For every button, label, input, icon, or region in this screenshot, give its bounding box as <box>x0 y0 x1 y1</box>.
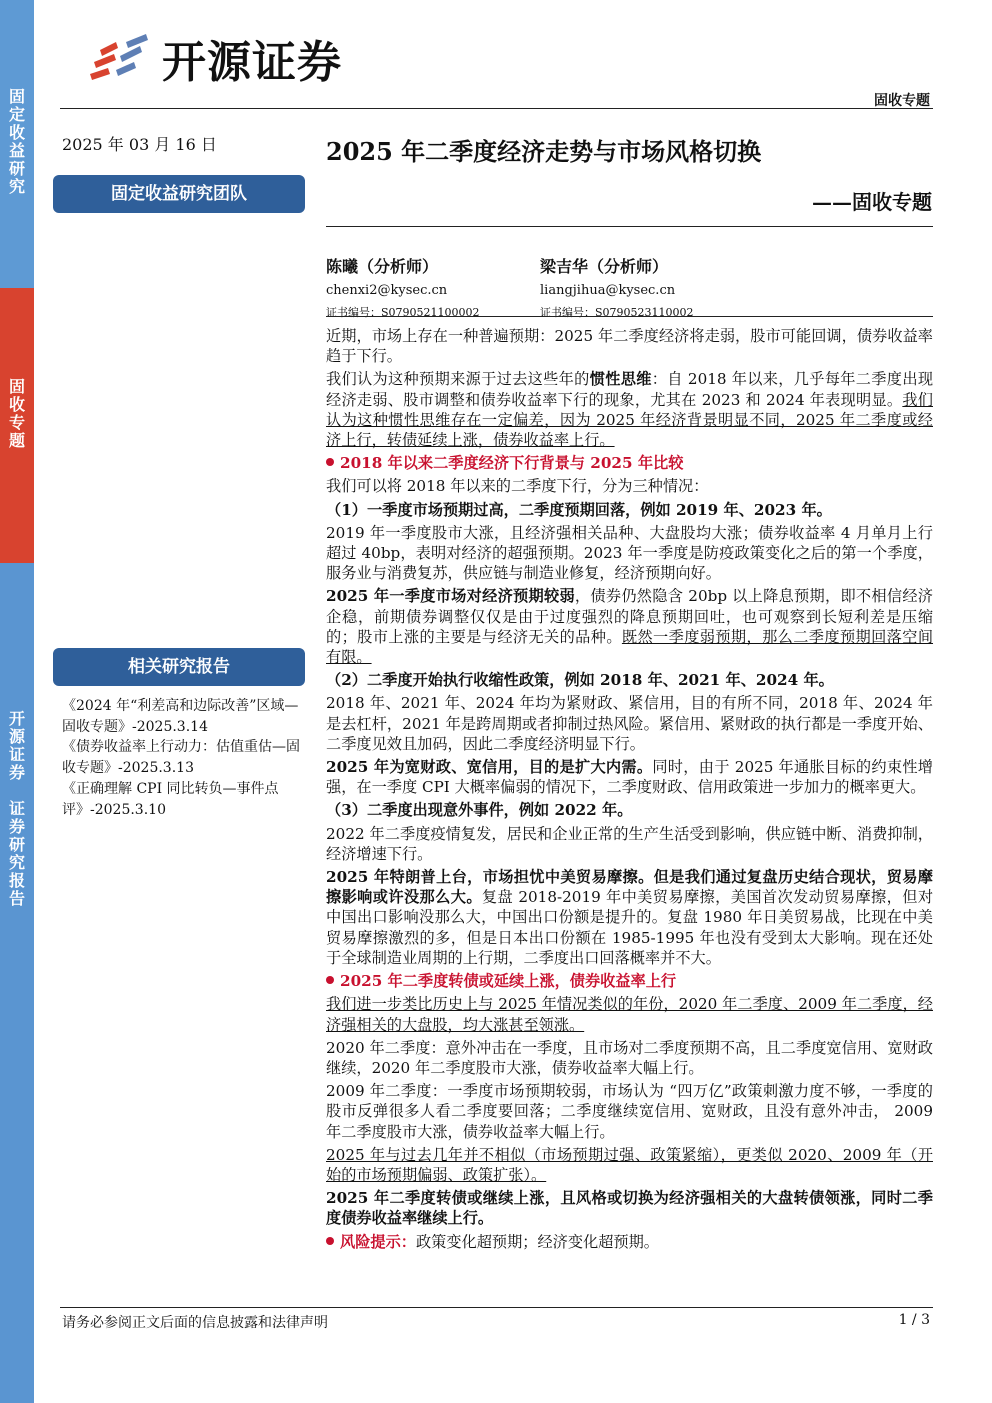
report-subtitle: ——固收专题 <box>812 190 932 214</box>
page-number: 1 / 3 <box>898 1312 930 1328</box>
section-heading-text: 2018 年以来二季度经济下行背景与 2025 年比较 <box>340 454 684 473</box>
side-label-char <box>0 782 34 800</box>
side-label-char: 证 <box>8 745 25 764</box>
paragraph: 我们进一步类比历史上与 2025 年情况类似的年份，2020 年二季度、2009 年二季度，经济强相关的大盘股，均大涨甚至领涨。 <box>326 995 933 1034</box>
paragraph <box>326 586 933 667</box>
text-run-underlined: 既然一季度弱预期，那么二季度预期回落空间有限。 <box>326 627 934 667</box>
side-label-char: 券 <box>8 817 25 836</box>
analyst-card <box>540 254 694 320</box>
side-label-char: 报 <box>8 871 25 890</box>
header-divider <box>60 108 933 109</box>
report-body <box>326 326 933 1255</box>
section-heading <box>326 971 933 991</box>
paragraph: 近期，市场上存在一种普遍预期：2025 年二季度经济将走弱，股市可能回调，债券收益率趋于下行。 <box>326 327 933 366</box>
header-tag: 固收专题 <box>874 93 930 109</box>
side-label-char: 益 <box>8 141 25 160</box>
related-report-link[interactable]: 《债券收益率上行动力：估值重估—固收专题》-2025.3.13 <box>62 739 300 777</box>
side-label-topic <box>0 378 34 450</box>
analyst-name: 陈曦（分析师） <box>326 257 439 276</box>
report-date: 2025 年 03 月 16 日 <box>62 135 217 154</box>
side-label-char: 题 <box>8 431 25 450</box>
side-label-char: 研 <box>8 835 25 854</box>
side-label-char: 证 <box>8 799 25 818</box>
text-run: 同时，由于 2025 年通胀目标的约束性增强，在一季度 CPI 大概率偏弱的情况下，二季度财政、信用政策进一步加力的概率更大。 <box>326 758 933 797</box>
risk-line <box>326 1232 933 1252</box>
sub-heading: （3）二季度出现意外事件，例如 2022 年。 <box>326 801 633 820</box>
text-run-bold: 2025 年一季度市场对经济预期较弱 <box>326 587 575 606</box>
company-logo <box>86 30 342 86</box>
side-label-char: 专 <box>8 413 25 432</box>
related-report-link[interactable]: 《2024 年“利差高和边际改善”区域—固收专题》-2025.3.14 <box>62 698 299 735</box>
side-label-char: 研 <box>8 159 25 178</box>
side-label-char: 告 <box>8 889 25 908</box>
section-heading-text: 2025 年二季度转债或延续上涨，债券收益率上行 <box>340 972 677 991</box>
analyst-cert: 证书编号：S0790523110002 <box>540 306 694 319</box>
side-label-char: 究 <box>8 177 25 196</box>
text-run: ：自 2018 年以来，几乎每年二季度出现经济走弱、股市调整和债券收益率下行的现象，尤其在 2023 和 2024 年表现明显。 <box>326 370 934 409</box>
text-run-bold: 2025 年为宽财政、宽信用，目的是扩大内需。 <box>326 758 653 777</box>
analyst-email[interactable]: liangjihua@kysec.cn <box>540 283 676 298</box>
side-label-char: 开 <box>8 709 25 728</box>
paragraph: 2022 年二季度疫情复发，居民和企业正常的生产生活受到影响，供应链中断、消费抑制，经济增速下行。 <box>326 824 933 863</box>
paragraph: 2019 年一季度股市大涨，且经济强相关品种、大盘股均大涨；债券收益率 4 月单月上行超过 40bp，表明对经济的超强预期。2023 年一季度是防疫政策变化之后的第一个季度，服务业与消费复苏，供应链与制造业修复，经济预期向好。 <box>326 523 933 583</box>
analyst-cert: 证书编号：S0790521100002 <box>326 306 480 319</box>
side-label-char: 固 <box>8 87 25 106</box>
side-label-char: 收 <box>8 123 25 142</box>
paragraph: 2009 年二季度：一季度市场预期较弱，市场认为 “四万亿”政策刺激力度不够，一季度的股市反弹很多人看二季度要回落；二季度继续宽信用、宽财政，且没有意外冲击， 2009 年二季度股市大涨，债券收益率大幅上行。 <box>326 1082 933 1141</box>
paragraph: 我们可以将 2018 年以来的二季度下行，分为三种情况： <box>326 477 709 496</box>
bullet-icon <box>326 976 334 984</box>
footer-disclaimer: 请务必参阅正文后面的信息披露和法律声明 <box>62 1315 328 1331</box>
related-reports-list <box>62 696 312 820</box>
side-label-char: 定 <box>8 105 25 124</box>
text-run: 我们认为这种预期来源于过去这些年的 <box>326 370 590 389</box>
paragraph <box>326 867 933 968</box>
text-run-bold: 惯性思维 <box>589 370 652 389</box>
footer-divider <box>60 1307 933 1308</box>
bullet-icon <box>326 458 334 466</box>
title-divider <box>326 226 933 227</box>
side-label-char: 固 <box>8 377 25 396</box>
side-label-research <box>0 88 34 196</box>
analyst-name: 梁吉华（分析师） <box>540 257 669 276</box>
analyst-email[interactable]: chenxi2@kysec.cn <box>326 283 448 298</box>
paragraph <box>326 369 933 450</box>
paragraph: 2018 年、2021 年、2024 年均为紧财政、紧信用，目的有所不同，2018 年、2024 年是去杠杆，2021 年是跨周期或者抑制过热风险。紧信用、紧财政的执行都是一季度开始、二季度见效且加码，因此二季度经济明显下行。 <box>326 694 933 753</box>
side-strip-bottom <box>0 563 34 1403</box>
paragraph: 2025 年与过去几年并不相似（市场预期过强、政策紧缩），更类似 2020、2009 年（开始的市场预期偏弱、政策扩张）。 <box>326 1145 933 1184</box>
analyst-card <box>326 254 480 320</box>
side-label-brand <box>0 710 34 908</box>
side-label-char: 券 <box>8 763 25 782</box>
text-run: ，债券仍然隐含 20bp 以上降息预期，即不相信经济企稳，前期债券调整仅仅是由于过度强烈的降息预期回吐，也可观察到长短利差是压缩的；股市上涨的主要是与经济无关的品种。 <box>326 587 933 646</box>
related-report-link[interactable]: 《正确理解 CPI 同比转负—事件点评》-2025.3.10 <box>62 780 279 818</box>
text-run-underlined: 我们认为这种惯性思维存在一定偏差，因为 2025 年经济背景明显不同，2025 年二季度或经济上行，转债延续上涨，债券收益率上行。 <box>326 390 933 450</box>
section-heading <box>326 453 933 473</box>
logo-text: 开源证券 <box>162 37 342 88</box>
paragraph <box>326 757 933 797</box>
side-label-char: 究 <box>8 853 25 872</box>
logo-mark-icon <box>86 30 156 86</box>
text-run-bold: 2025 年特朗普上台，市场担忧中美贸易摩擦。但是我们通过复盘历史结合现状，贸易摩擦影响或许没那么大。 <box>326 868 933 907</box>
paragraph: 2020 年二季度：意外冲击在一季度，且市场对二季度预期不高，且二季度宽信用、宽财政继续，2020 年二季度股市大涨，债券收益率大幅上行。 <box>326 1038 933 1077</box>
team-button[interactable]: 固定收益研究团队 <box>53 175 305 213</box>
side-label-char: 源 <box>8 727 25 746</box>
report-title: 2025 年二季度经济走势与市场风格切换 <box>326 137 762 166</box>
bullet-icon <box>326 1237 334 1245</box>
paragraph: 2025 年二季度转债或继续上涨，且风格或切换为经济强相关的大盘转债领涨，同时二季度债券收益率继续上行。 <box>326 1189 933 1228</box>
sub-heading: （1）一季度市场预期过高，二季度预期回落，例如 2019 年、2023 年。 <box>326 500 832 519</box>
related-reports-button[interactable]: 相关研究报告 <box>53 648 305 686</box>
risk-text: 政策变化超预期；经济变化超预期。 <box>415 1232 659 1251</box>
text-run: 复盘 2018-2019 年中美贸易摩擦，美国首次发动贸易摩擦，但对中国出口影响没那么大，中国出口份额是提升的。复盘 1980 年日美贸易战，比现在中美贸易摩擦激烈的多，但是日本出口份额在 1985-1995 年也没有受到太大影响。现在还处于全球制造业周期的上行期，二季度出口回落概率并不大。 <box>326 888 934 967</box>
side-label-char: 收 <box>8 395 25 414</box>
analyst-divider <box>326 316 933 317</box>
risk-label: 风险提示： <box>340 1232 416 1251</box>
sub-heading: （2）二季度开始执行收缩性政策，例如 2018 年、2021 年、2024 年。 <box>326 671 834 690</box>
